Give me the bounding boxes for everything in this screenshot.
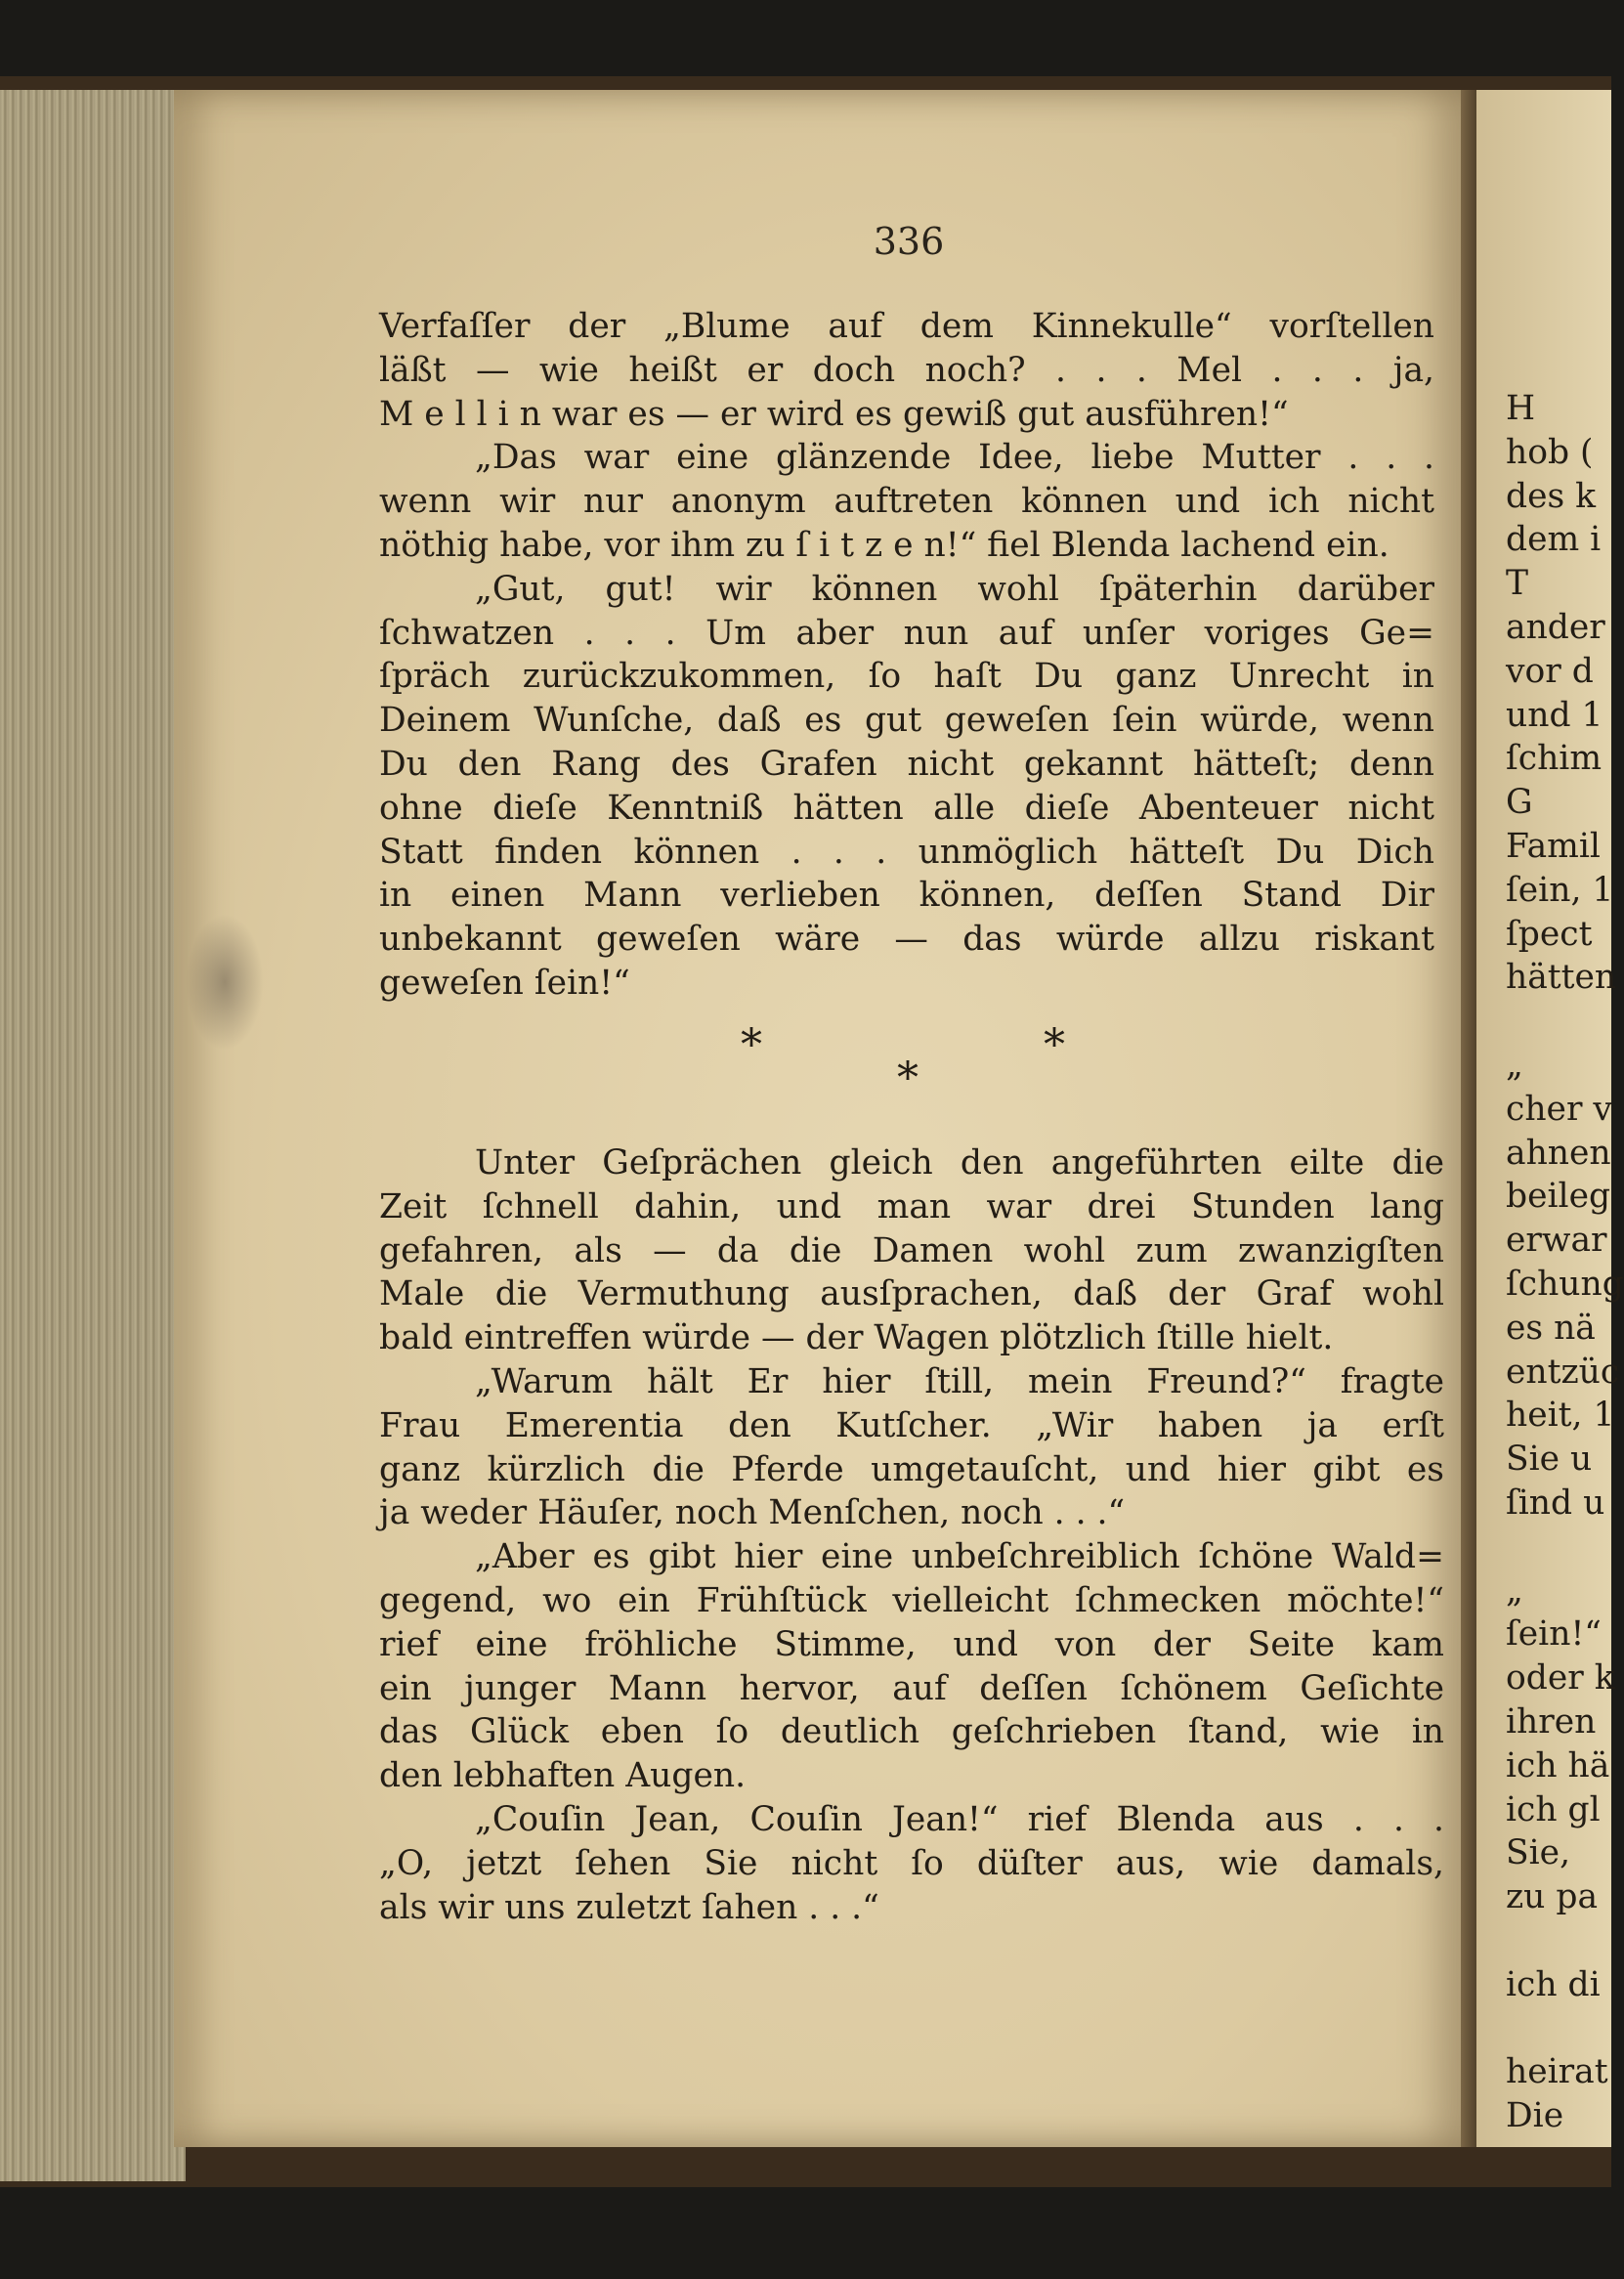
right-page-line: des k <box>1506 476 1597 516</box>
right-page-line: ander <box>1506 607 1605 647</box>
right-page-line: H <box>1506 389 1536 428</box>
text-line: „Gut, gut! wir können wohl ſpäterhin darüber <box>475 569 1434 609</box>
text-line: läßt — wie heißt er doch noch? . . . Mel . . . ja, <box>379 350 1434 390</box>
text-line: ganz kürzlich die Pferde umgetauſcht, und hier gibt es <box>379 1449 1444 1489</box>
right-page-line: entzüc <box>1506 1352 1620 1392</box>
ink-stain <box>186 914 264 1051</box>
right-page-line: Sie u <box>1506 1440 1593 1480</box>
right-page-line: heirat <box>1506 2052 1608 2092</box>
right-page-text <box>1506 387 1623 2138</box>
text-line: den lebhaften Augen. <box>379 1756 747 1796</box>
text-line: in einen Mann verlieben können, deſſen Stand Dir <box>379 876 1434 916</box>
text-line: nöthig habe, vor ihm zu ſ i t z e n!“ fiel Blenda lachend ein. <box>379 525 1389 565</box>
text-line: Male die Vermuthung ausſprachen, daß der Graf wohl <box>379 1274 1444 1314</box>
text-line: ohne dieſe Kenntniß hätten alle dieſe Abenteuer nicht <box>379 788 1434 828</box>
text-line: geweſen ſein!“ <box>379 963 630 1003</box>
text-section-1 <box>379 305 1434 1006</box>
separator-star: * <box>741 1020 762 1070</box>
text-line: unbekannt geweſen wäre — das würde allzu riskant <box>379 920 1434 960</box>
text-line: Verfaſſer der „Blume auf dem Kinnekulle“ vorſtellen <box>379 307 1434 346</box>
text-line: Du den Rang des Grafen nicht gekannt hätteſt; denn <box>379 744 1434 784</box>
text-line: das Glück eben ſo deutlich geſchrieben ſtand, wie in <box>379 1712 1444 1752</box>
page-edges <box>0 90 186 2181</box>
text-line: Statt finden können . . . unmöglich hätteſt Du Dich <box>379 832 1434 872</box>
right-page-line: hob ( <box>1506 432 1594 472</box>
text-line: rief eine fröhliche Stimme, und von der Seite kam <box>379 1624 1444 1664</box>
text-line: Unter Geſprächen gleich den angeführten eilte die <box>475 1143 1444 1182</box>
text-line: Zeit ſchnell dahin, und man war drei Stunden lang <box>379 1186 1444 1226</box>
separator-star: * <box>1044 1020 1065 1070</box>
text-line: ſchwatzen . . . Um aber nun auf unſer voriges Ge= <box>379 613 1434 653</box>
right-page-line: Famil <box>1506 826 1601 866</box>
text-line: Deinem Wunſche, daß es gut geweſen ſein würde, wenn <box>379 701 1434 741</box>
right-page-line: ſchung <box>1506 1264 1624 1304</box>
right-page-line: oder k <box>1506 1658 1615 1698</box>
right-page-line: dem i <box>1506 520 1602 560</box>
text-section-2 <box>379 1141 1444 1929</box>
right-page-line: zu pa <box>1506 1877 1599 1917</box>
text-line: gefahren, als — da die Damen wohl zum zwanzigſten <box>379 1230 1444 1270</box>
right-page-line: hätten <box>1506 958 1617 998</box>
text-line: „O, jetzt ſehen Sie nicht ſo düſter aus, wie damals, <box>379 1843 1444 1883</box>
right-page-line: ſind u <box>1506 1483 1605 1523</box>
right-page-line: es nä <box>1506 1308 1596 1348</box>
right-page <box>1476 90 1624 2147</box>
right-page-line <box>1506 2006 1623 2050</box>
text-line: Frau Emerentia den Kutſcher. „Wir haben ja erſt <box>379 1405 1444 1445</box>
separator-star: * <box>897 1054 919 1103</box>
right-page-line: ich di <box>1506 1964 1601 2004</box>
right-page-line: heit, 1 <box>1506 1396 1615 1436</box>
right-page-line: ahnen <box>1506 1133 1611 1173</box>
page-number: 336 <box>873 220 945 263</box>
section-separator <box>379 1007 1434 1153</box>
right-page-line: „ <box>1506 1045 1523 1085</box>
right-page-line: G <box>1506 783 1533 823</box>
text-line: wenn wir nur anonym auftreten können und ich nicht <box>379 482 1434 522</box>
text-line: als wir uns zuletzt ſahen . . .“ <box>379 1887 879 1927</box>
text-line: M e l l i n war es — er wird es gewiß gut ausführen!“ <box>379 394 1289 434</box>
right-page-line: ich gl <box>1506 1789 1601 1829</box>
right-page-line <box>1506 1000 1623 1044</box>
text-line: gegend, wo ein Frühſtück vielleicht ſchmecken möchte!“ <box>379 1580 1444 1620</box>
text-line: ja weder Häuſer, noch Menſchen, noch . . .“ <box>379 1493 1126 1533</box>
right-page-line: ich hä <box>1506 1745 1610 1785</box>
text-line: ein junger Mann hervor, auf deſſen ſchönem Geſichte <box>379 1668 1444 1708</box>
right-page-line: ſchim <box>1506 739 1603 779</box>
right-page-line: „ <box>1506 1570 1523 1611</box>
text-line: ſpräch zurückzukommen, ſo haſt Du ganz Unrecht in <box>379 657 1434 697</box>
right-page-line: vor d <box>1506 651 1594 691</box>
right-page-line: beileg <box>1506 1177 1611 1217</box>
right-page-line: ſein, 1 <box>1506 870 1614 910</box>
right-page-line: T <box>1506 564 1529 604</box>
text-line: „Warum hält Er hier ſtill, mein Freund?“ fragte <box>475 1361 1444 1401</box>
right-page-line: und 1 <box>1506 695 1603 735</box>
text-line: „Couſin Jean, Couſin Jean!“ rief Blenda aus . . . <box>475 1799 1444 1839</box>
right-page-line: Die <box>1506 2096 1564 2136</box>
right-page-line: ſpect <box>1506 914 1593 954</box>
text-line: bald eintreffen würde — der Wagen plötzlich ſtille hielt. <box>379 1318 1334 1358</box>
right-page-line: cher v <box>1506 1089 1612 1129</box>
right-page-line: ſein!“ <box>1506 1614 1602 1655</box>
right-page-line: Sie, <box>1506 1833 1571 1873</box>
right-page-line: erwar <box>1506 1221 1607 1261</box>
text-line: „Aber es gibt hier eine unbeſchreiblich ſchöne Wald= <box>475 1537 1444 1577</box>
right-page-line <box>1506 1526 1623 1570</box>
right-page-line: ihren <box>1506 1701 1597 1742</box>
text-line: „Das war eine glänzende Idee, liebe Mutter . . . <box>475 438 1434 478</box>
right-page-line <box>1506 1919 1623 1963</box>
